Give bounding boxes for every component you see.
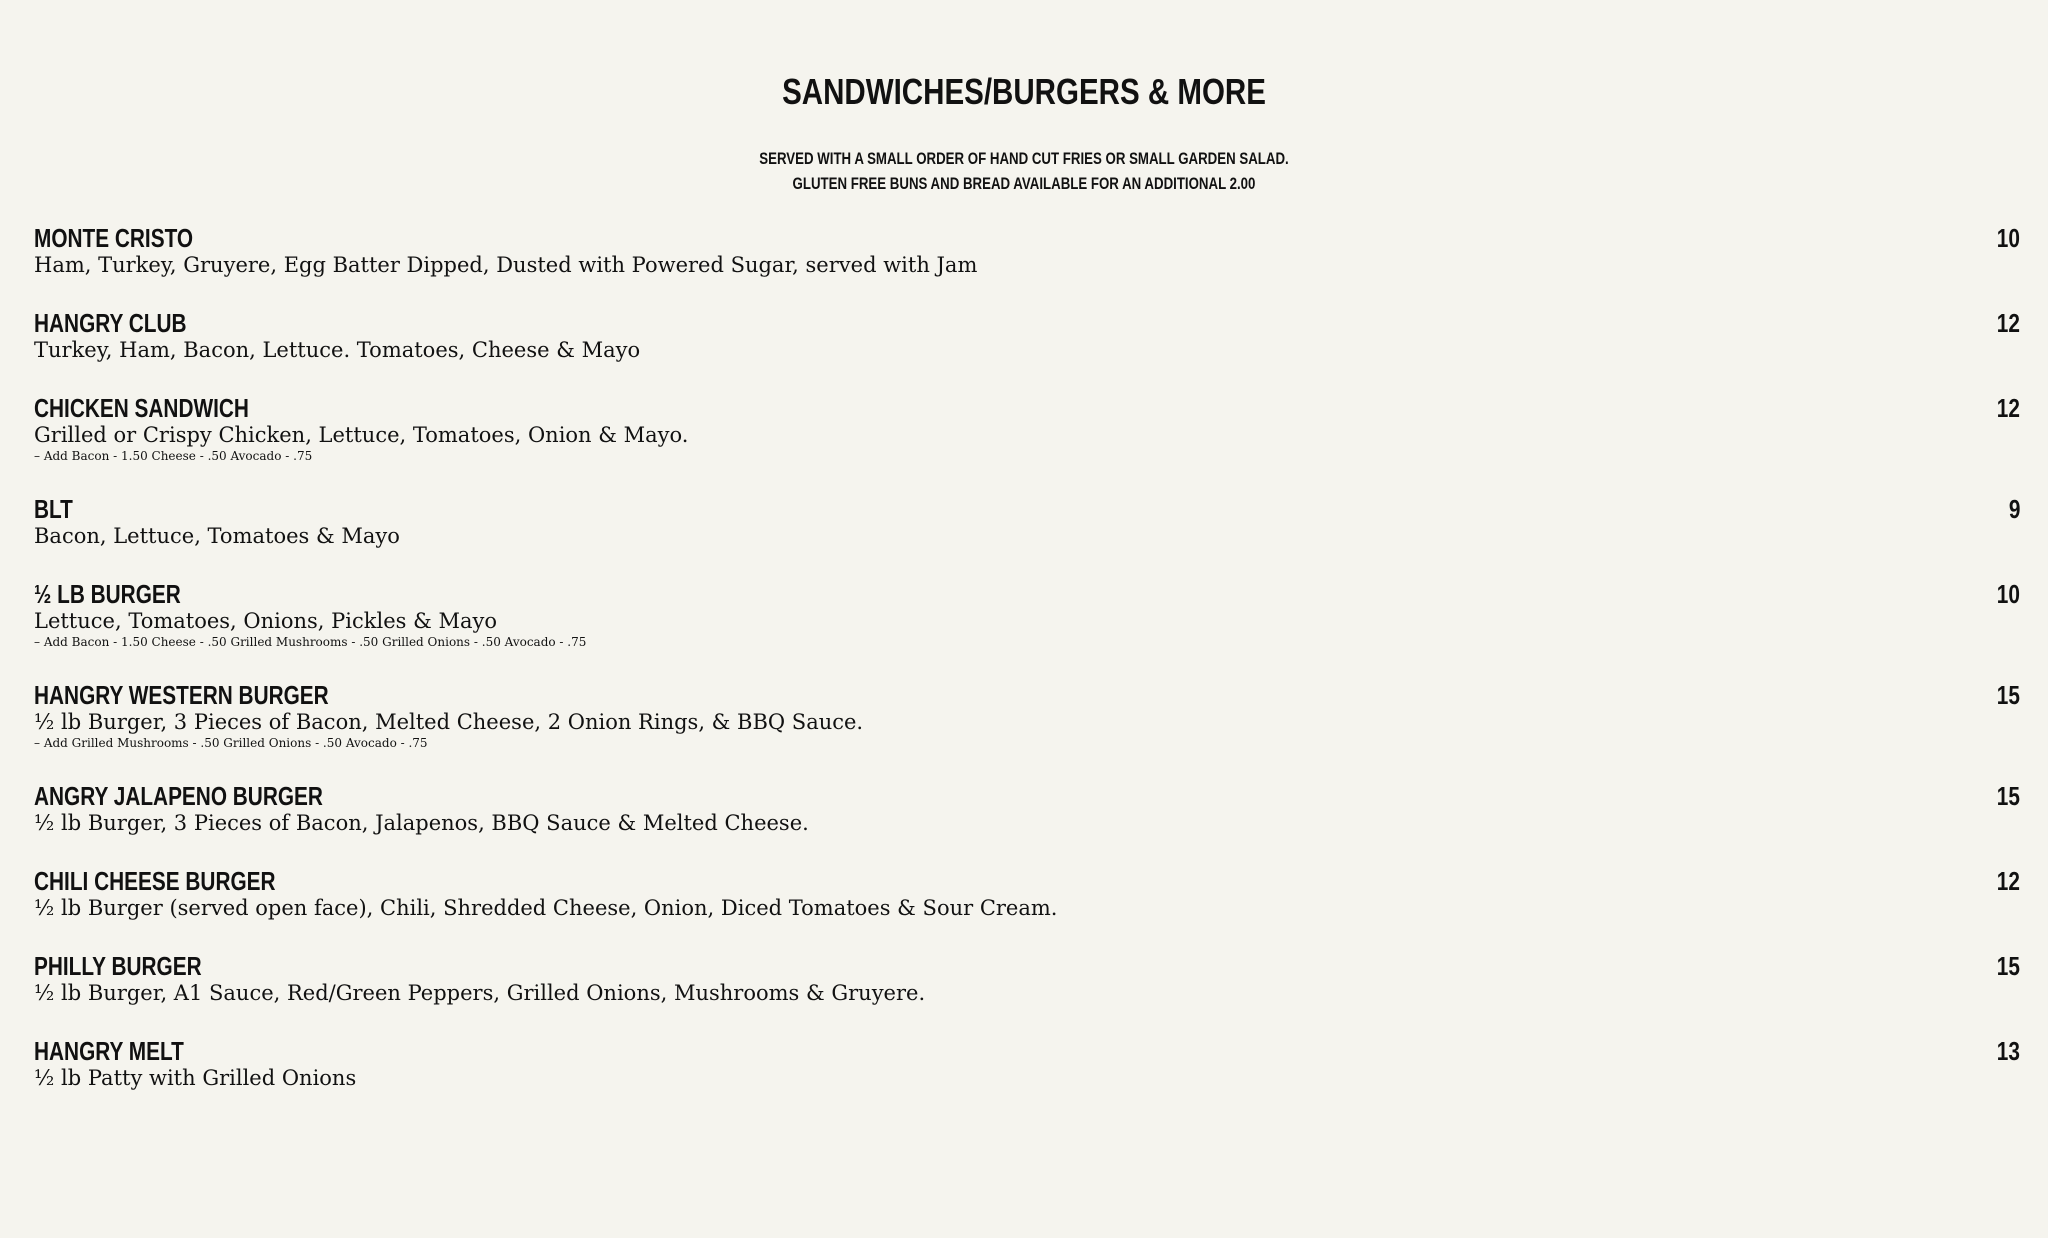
item-price: 10 — [1996, 223, 2020, 253]
menu-list — [34, 222, 2020, 1120]
item-description: ½ lb Burger, 3 Pieces of Bacon, Jalapenos, BBQ Sauce & Melted Cheese. — [34, 811, 809, 835]
menu-item-half-lb-burger — [34, 578, 2020, 679]
item-price: 15 — [1996, 951, 2020, 981]
menu-item-blt — [34, 493, 2020, 578]
menu-item-hangry-club — [34, 307, 2020, 392]
menu-item-chili-cheese-burger — [34, 865, 2020, 950]
item-description: Turkey, Ham, Bacon, Lettuce. Tomatoes, Cheese & Mayo — [34, 338, 641, 362]
item-name: MONTE CRISTO — [34, 223, 194, 253]
item-addons: – Add Grilled Mushrooms - .50 Grilled Onions - .50 Avocado - .75 — [34, 736, 428, 750]
menu-title: SANDWICHES/BURGERS & MORE — [782, 71, 1266, 112]
item-description: Lettuce, Tomatoes, Onions, Pickles & Mayo — [34, 609, 497, 633]
menu-item-hangry-melt — [34, 1035, 2020, 1120]
item-price: 12 — [1996, 308, 2020, 338]
menu-item-hangry-western-burger — [34, 679, 2020, 780]
item-description: Bacon, Lettuce, Tomatoes & Mayo — [34, 524, 400, 548]
item-name: HANGRY CLUB — [34, 308, 187, 338]
subtitle-line-2: GLUTEN FREE BUNS AND BREAD AVAILABLE FOR AN ADDITIONAL 2.00 — [792, 174, 1256, 193]
menu-subtitle — [0, 146, 2048, 196]
item-price: 15 — [1996, 680, 2020, 710]
item-description: ½ lb Burger, A1 Sauce, Red/Green Peppers, Grilled Onions, Mushrooms & Gruyere. — [34, 981, 926, 1005]
item-price: 10 — [1996, 579, 2020, 609]
item-description: Ham, Turkey, Gruyere, Egg Batter Dipped, Dusted with Powered Sugar, served with Jam — [34, 253, 978, 277]
item-price: 15 — [1996, 781, 2020, 811]
item-description: Grilled or Crispy Chicken, Lettuce, Tomatoes, Onion & Mayo. — [34, 423, 689, 447]
item-name: HANGRY WESTERN BURGER — [34, 680, 329, 710]
item-name: ½ LB BURGER — [34, 579, 181, 609]
item-price: 12 — [1996, 866, 2020, 896]
item-price: 9 — [2008, 494, 2020, 524]
item-name: CHILI CHEESE BURGER — [34, 866, 276, 896]
menu-item-angry-jalapeno-burger — [34, 780, 2020, 865]
item-price: 13 — [1996, 1036, 2020, 1066]
item-name: CHICKEN SANDWICH — [34, 393, 249, 423]
menu-item-monte-cristo — [34, 222, 2020, 307]
item-name: ANGRY JALAPENO BURGER — [34, 781, 323, 811]
item-name: BLT — [34, 494, 73, 524]
item-name: PHILLY BURGER — [34, 951, 202, 981]
item-description: ½ lb Burger, 3 Pieces of Bacon, Melted Cheese, 2 Onion Rings, & BBQ Sauce. — [34, 710, 864, 734]
menu-item-philly-burger — [34, 950, 2020, 1035]
subtitle-line-1: SERVED WITH A SMALL ORDER OF HAND CUT FRIES OR SMALL GARDEN SALAD. — [759, 149, 1289, 168]
item-description: ½ lb Burger (served open face), Chili, Shredded Cheese, Onion, Diced Tomatoes & Sour Cream. — [34, 896, 1058, 920]
item-addons: – Add Bacon - 1.50 Cheese - .50 Grilled Mushrooms - .50 Grilled Onions - .50 Avocado - .75 — [34, 635, 587, 649]
item-description: ½ lb Patty with Grilled Onions — [34, 1066, 357, 1090]
menu-item-chicken-sandwich — [34, 392, 2020, 493]
menu-header — [0, 70, 2048, 196]
item-price: 12 — [1996, 393, 2020, 423]
item-name: HANGRY MELT — [34, 1036, 184, 1066]
item-addons: – Add Bacon - 1.50 Cheese - .50 Avocado - .75 — [34, 449, 313, 463]
